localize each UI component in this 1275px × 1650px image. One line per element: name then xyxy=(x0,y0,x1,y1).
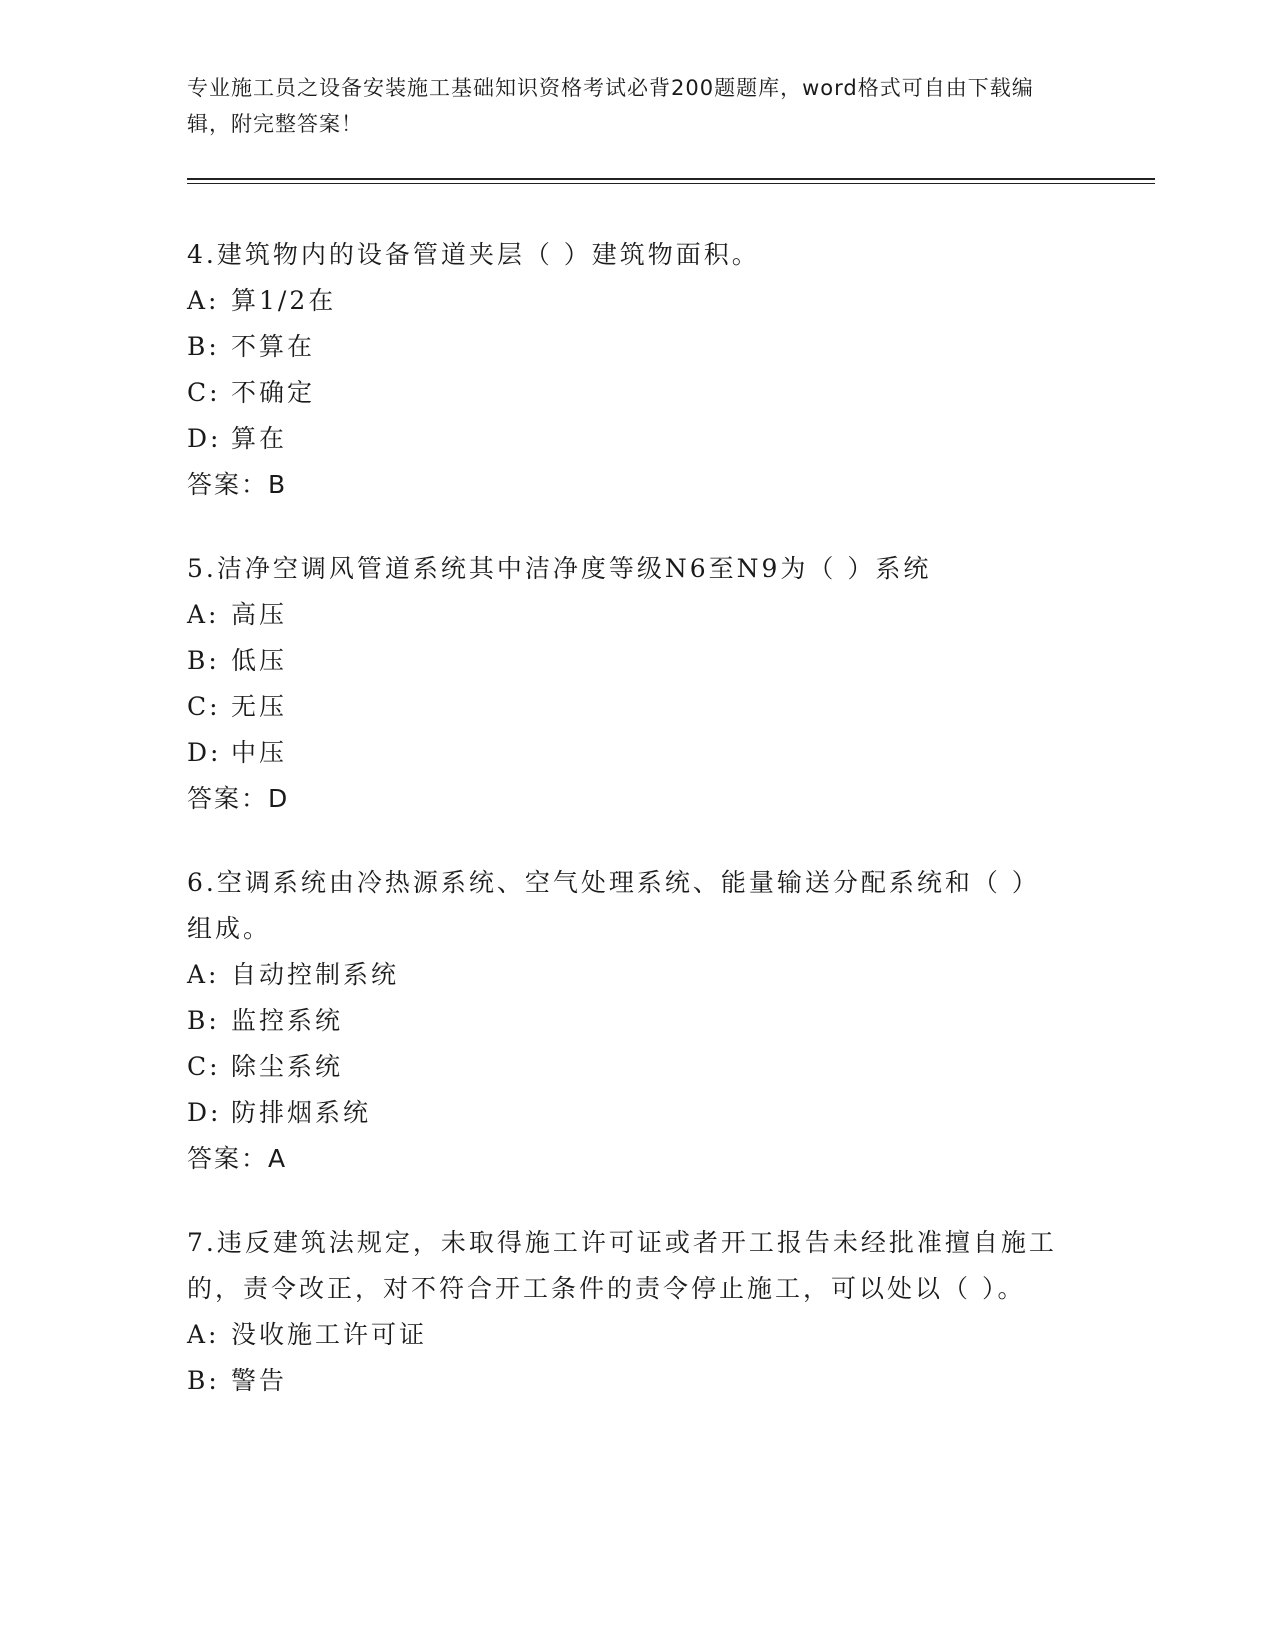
option-key: C: xyxy=(187,1052,221,1081)
option-text: 中压 xyxy=(231,738,288,767)
question-stem: 6.空调系统由冷热源系统、空气处理系统、能量输送分配系统和（ ）组成。 xyxy=(187,868,1040,943)
header-divider-thick xyxy=(187,178,1155,180)
option-key: B: xyxy=(187,646,220,675)
question-stem: 5.洁净空调风管道系统其中洁净度等级N6至N9为（ ）系统 xyxy=(187,554,932,583)
option-key: A: xyxy=(187,960,220,989)
option-text: 算在 xyxy=(231,424,288,453)
header-divider-thin xyxy=(187,183,1155,184)
option-key: A: xyxy=(187,286,220,315)
answer-line: 答案：A xyxy=(187,1144,288,1173)
option-key: D: xyxy=(187,738,222,767)
option-key: B: xyxy=(187,1366,220,1395)
option-text: 不确定 xyxy=(231,378,316,407)
option-a xyxy=(187,952,1067,998)
answer-line: 答案：D xyxy=(187,784,290,813)
option-key: C: xyxy=(187,378,221,407)
option-text: 低压 xyxy=(231,646,288,675)
option-d xyxy=(187,1090,1067,1136)
option-c xyxy=(187,1044,1067,1090)
option-key: C: xyxy=(187,692,221,721)
question-6 xyxy=(187,860,1067,1182)
option-key: A: xyxy=(187,600,220,629)
option-text: 算1/2在 xyxy=(231,286,337,315)
question-4 xyxy=(187,232,1067,508)
option-text: 除尘系统 xyxy=(231,1052,344,1081)
option-key: B: xyxy=(187,1006,220,1035)
option-text: 自动控制系统 xyxy=(231,960,400,989)
option-key: A: xyxy=(187,1320,220,1349)
question-stem: 7.违反建筑法规定，未取得施工许可证或者开工报告未经批准擅自施工的，责令改正，对不符合开工条件的责令停止施工，可以处以（ ）。 xyxy=(187,1228,1057,1303)
answer-line: 答案：B xyxy=(187,470,288,499)
option-d xyxy=(187,416,1067,462)
option-key: B: xyxy=(187,332,220,361)
question-7 xyxy=(187,1220,1067,1404)
option-text: 监控系统 xyxy=(231,1006,344,1035)
option-c xyxy=(187,370,1067,416)
document-title: 专业施工员之设备安装施工基础知识资格考试必背200题题库，word格式可自由下载编辑，附完整答案！ xyxy=(187,76,1034,136)
option-text: 高压 xyxy=(231,600,288,629)
question-list xyxy=(187,232,1067,1442)
document-header xyxy=(187,70,1067,142)
option-c xyxy=(187,684,1067,730)
option-text: 不算在 xyxy=(231,332,316,361)
option-text: 防排烟系统 xyxy=(231,1098,372,1127)
option-a xyxy=(187,278,1067,324)
option-d xyxy=(187,730,1067,776)
option-b xyxy=(187,638,1067,684)
option-key: D: xyxy=(187,1098,222,1127)
option-a xyxy=(187,1312,1067,1358)
option-b xyxy=(187,324,1067,370)
option-b xyxy=(187,1358,1067,1404)
option-b xyxy=(187,998,1067,1044)
option-text: 无压 xyxy=(231,692,288,721)
question-stem: 4.建筑物内的设备管道夹层（ ）建筑物面积。 xyxy=(187,240,760,269)
option-text: 警告 xyxy=(231,1366,288,1395)
option-text: 没收施工许可证 xyxy=(231,1320,428,1349)
question-5 xyxy=(187,546,1067,822)
option-key: D: xyxy=(187,424,222,453)
option-a xyxy=(187,592,1067,638)
